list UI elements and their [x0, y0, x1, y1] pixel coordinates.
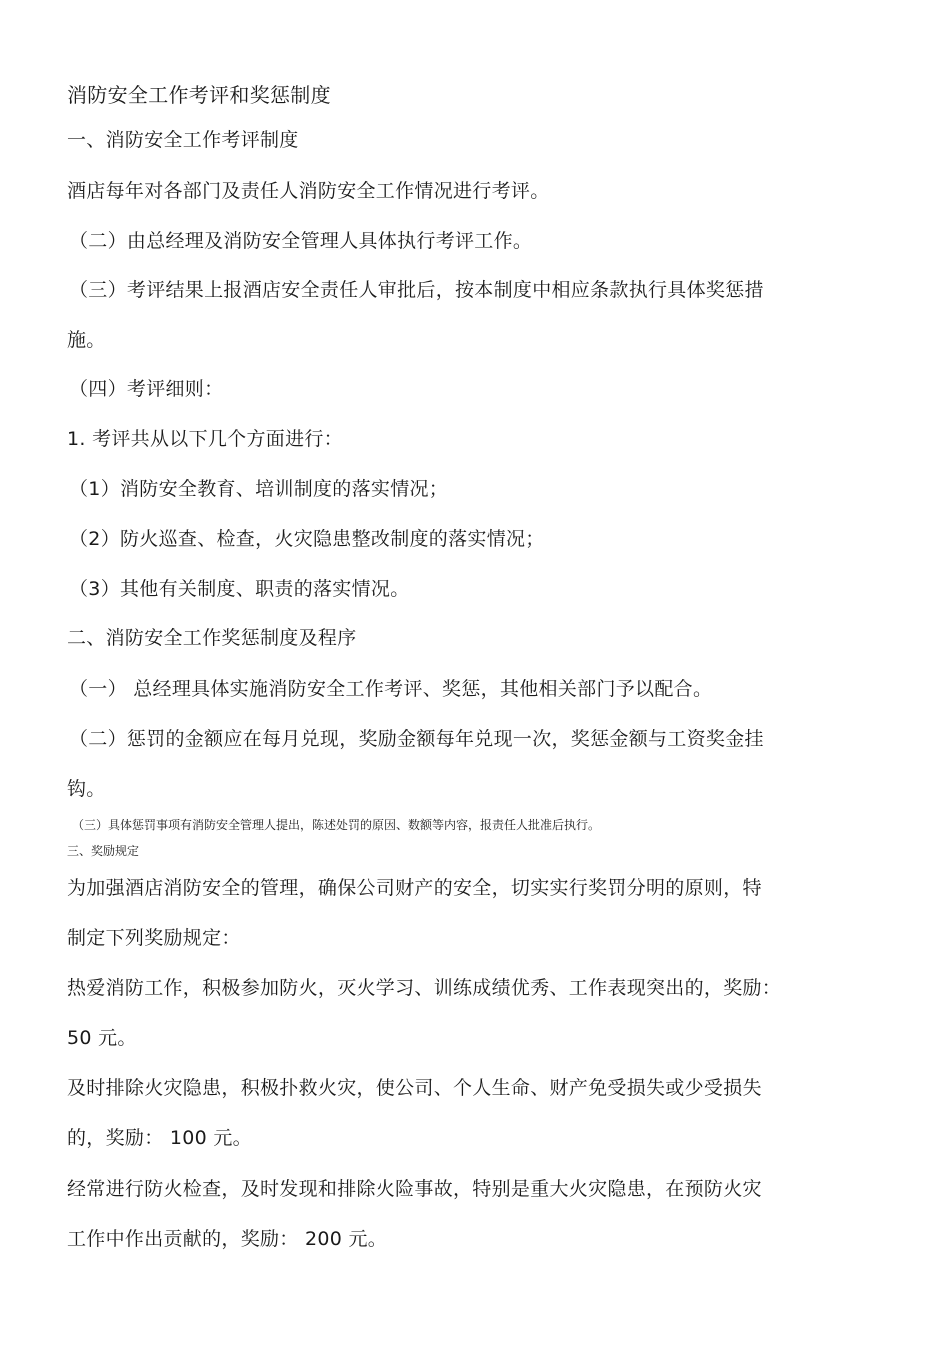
section-1-paragraph-5: 1. 考评共从以下几个方面进行：: [67, 428, 343, 450]
section-3-paragraph-4-line-1: 经常进行防火检查，及时发现和排除火险事故，特别是重大火灾隐患，在预防火灾: [67, 1178, 762, 1200]
section-2-paragraph-1: （一） 总经理具体实施消防安全工作考评、奖惩，其他相关部门予以配合。: [69, 678, 713, 700]
section-1-paragraph-3-line-2: 施。: [67, 329, 106, 351]
section-1-paragraph-1: 酒店每年对各部门及责任人消防安全工作情况进行考评。: [67, 180, 550, 202]
document-title: 消防安全工作考评和奖惩制度: [67, 83, 331, 107]
section-1-paragraph-2: （二）由总经理及消防安全管理人具体执行考评工作。: [69, 230, 533, 252]
section-1-item-1: （1）消防安全教育、培训制度的落实情况；: [69, 478, 449, 500]
section-3-paragraph-1-line-1: 为加强酒店消防安全的管理，确保公司财产的安全，切实实行奖罚分明的原则，特: [67, 877, 762, 899]
section-3-paragraph-3-line-2: 的，奖励： 100 元。: [67, 1127, 252, 1149]
section-1-item-3: （3）其他有关制度、职责的落实情况。: [69, 578, 410, 600]
section-1-paragraph-4: （四）考评细则：: [69, 378, 224, 400]
section-3-heading: 三、奖励规定: [67, 844, 140, 858]
section-2-paragraph-2-line-2: 钩。: [67, 778, 106, 800]
section-2-heading: 二、消防安全工作奖惩制度及程序: [67, 627, 357, 649]
section-1-paragraph-3-line-1: （三）考评结果上报酒店安全责任人审批后，按本制度中相应条款执行具体奖惩措: [69, 279, 764, 301]
section-2-paragraph-2-line-1: （二）惩罚的金额应在每月兑现，奖励金额每年兑现一次，奖惩金额与工资奖金挂: [69, 728, 764, 750]
section-2-paragraph-3: （三）具体惩罚事项有消防安全管理人提出，陈述处罚的原因、数额等内容，报责任人批准后执行。: [72, 818, 601, 832]
section-3-paragraph-4-line-2: 工作中作出贡献的，奖励： 200 元。: [67, 1228, 388, 1250]
section-1-heading: 一、消防安全工作考评制度: [67, 129, 299, 151]
section-1-item-2: （2）防火巡查、检查，火灾隐患整改制度的落实情况；: [69, 528, 545, 550]
section-3-paragraph-2-line-1: 热爱消防工作，积极参加防火，灭火学习、训练成绩优秀、工作表现突出的，奖励：: [67, 977, 782, 999]
section-3-paragraph-1-line-2: 制定下列奖励规定：: [67, 927, 241, 949]
section-3-paragraph-3-line-1: 及时排除火灾隐患，积极扑救火灾，使公司、个人生命、财产免受损失或少受损失: [67, 1077, 762, 1099]
section-3-paragraph-2-line-2: 50 元。: [67, 1027, 137, 1049]
